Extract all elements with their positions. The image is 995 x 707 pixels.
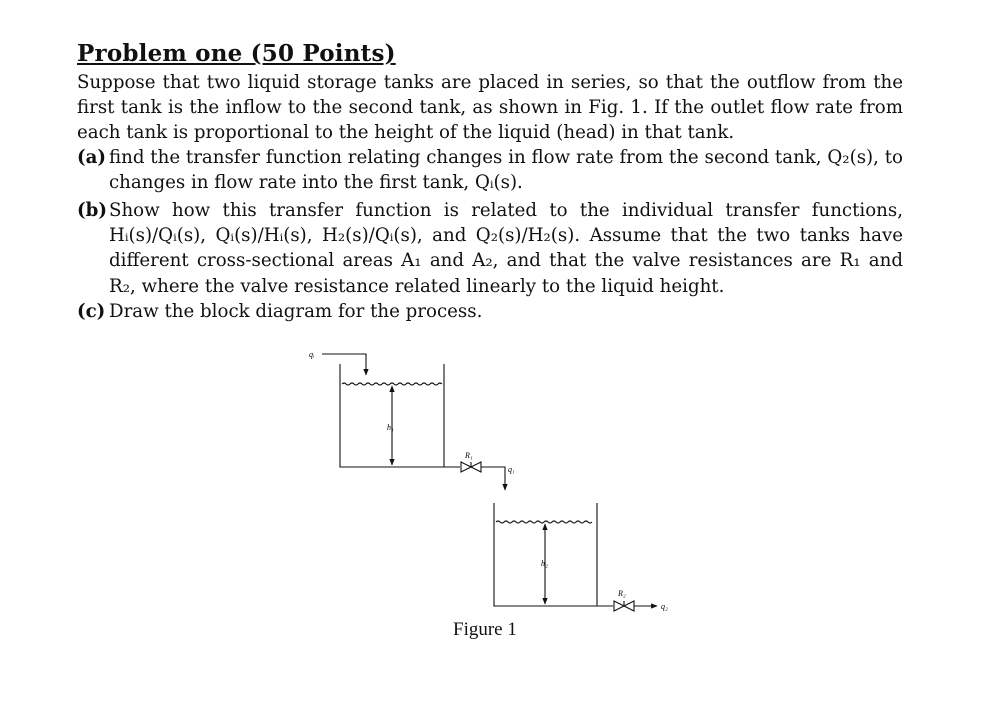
problem-title: Problem one (50 Points) — [77, 40, 396, 67]
part-c-text: Draw the block diagram for the process. — [109, 301, 483, 322]
label-q2: q₂ — [661, 602, 668, 611]
tank-2-liquid-surface — [496, 521, 592, 523]
inflow-pipe — [322, 354, 366, 375]
label-h2: h₂ — [541, 559, 548, 568]
label-r2: R₂ — [618, 589, 626, 598]
tank-1-liquid-surface — [342, 383, 442, 385]
part-a-text: find the transfer function relating changes in flow rate from the second tank, Q₂(s), to changes in flow rate into the first tank, Qᵢ(s). — [109, 147, 903, 194]
part-c-label: (c) — [77, 301, 106, 322]
part-a-label: (a) — [77, 147, 106, 168]
outflow-1-pipe — [481, 467, 505, 490]
tank-1-wall — [340, 364, 460, 467]
part-b-label: (b) — [77, 200, 107, 221]
label-q1: q₁ — [508, 465, 515, 474]
figure-caption: Figure 1 — [453, 619, 517, 640]
label-qi: qᵢ — [309, 350, 315, 359]
problem-intro: Suppose that two liquid storage tanks are placed in series, so that the outflow from the first tank is the inflow to the second tank, as shown in Fig. 1. If the outlet flow rate from each tank is proportional to the height of the liquid (head) in that tank. — [77, 72, 903, 144]
label-h1: h₁ — [387, 423, 394, 432]
tank-2-wall — [494, 503, 613, 606]
label-r1: R₁ — [465, 451, 473, 460]
part-b-text: Show how this transfer function is related to the individual transfer functions, Hᵢ(s)/Qᵢ(s), Qᵢ(s)/Hᵢ(s), H₂(s)/Qᵢ(s), and Q₂(s)/H₂(s). Assume that the two tanks have different cross-sectional areas A₁ and A₂, and that the valve resistances are R₁ and R₂, where the valve resistance related linearly to the liquid height. — [109, 200, 903, 297]
